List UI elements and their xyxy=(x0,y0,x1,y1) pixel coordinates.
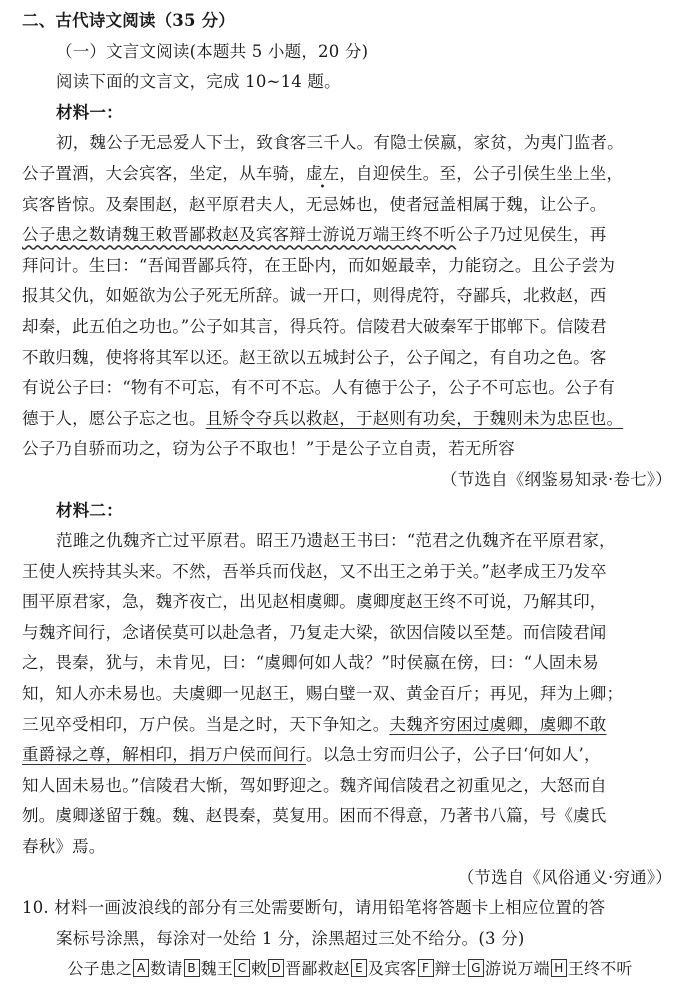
material2-line: 围平原君家，急，魏齐夜亡，出见赵相虞卿。虞卿度赵王终不可说，乃解其印， xyxy=(22,592,607,612)
material2-line: 王使人疾持其头来。不然，吾举兵而伐赵，又不出王之弟于关。”赵孝成王乃发卒 xyxy=(22,561,607,581)
material1-source: （节选自《纲鉴易知录·卷七》） xyxy=(441,469,672,489)
material1-line: 宾客皆惊。及秦围赵，赵平原君夫人，无忌姊也，使者冠盖相属于魏，让公子。 xyxy=(22,194,607,214)
subsection-title: （一）文言文阅读(本题共 5 小题，20 分) xyxy=(56,41,369,61)
answer-segment: 数请 xyxy=(150,959,183,979)
answer-segment: 公子患之 xyxy=(67,959,133,979)
material2-line: 春秋》焉。 xyxy=(22,837,106,857)
material1-line xyxy=(22,404,678,435)
option-box-c[interactable]: C xyxy=(234,959,250,977)
answer-options-row xyxy=(22,954,678,985)
material1-line: 却秦，此五伯之功也。”公子如其言，得兵符。信陵君大破秦军于邯郸下。信陵君 xyxy=(22,316,607,336)
answer-segment: 辩士 xyxy=(434,959,468,979)
material2-line: 之，畏秦，犹与，未肯见，曰：“虞卿何如人哉？”时侯嬴在傍，曰：“人固未易 xyxy=(22,653,600,673)
question10-line: 案标号涂黑，每涂对一处给 1 分，涂黑超过三处不给分。(3 分) xyxy=(56,928,525,948)
material2-line: 刎。虞卿遂留于魏。魏、赵畏秦，莫复用。困而不得意，乃著书八篇，号《虞氏 xyxy=(22,806,607,826)
material1-line xyxy=(22,159,678,190)
material2-heading: 材料二： xyxy=(56,500,123,520)
answer-segment: 王终不听 xyxy=(567,959,633,979)
underlined-sentence: 且矫令夺兵以救赵，于赵则有功矣，于魏则未为忠臣也。 xyxy=(205,408,624,428)
answer-segment: 晋鄙救赵 xyxy=(285,959,350,979)
emphasis-dotted-text: 虚左 xyxy=(305,163,340,183)
instruction: 阅读下面的文言文，完成 10~14 题。 xyxy=(56,72,341,92)
material1-line: 初，魏公子无忌爱人下士，致食客三千人。有隐士侯嬴，家贫，为夷门监者。 xyxy=(56,133,624,153)
underlined-sentence: 重爵禄之尊，解相印，捐万户侯而间行 xyxy=(22,745,306,765)
option-box-d[interactable]: D xyxy=(268,959,284,977)
option-box-a[interactable]: A xyxy=(133,959,149,977)
text-span: 德于人，愿公子忘之也。 xyxy=(22,408,206,428)
material2-line: 与魏齐间行，念诸侯莫可以赴急者，乃复走大梁，欲因信陵以至楚。而信陵君闻 xyxy=(22,622,607,642)
material1-line: 不敢归魏，使将将其军以还。赵王欲以五城封公子，公子闻之，有自功之色。客 xyxy=(22,347,607,367)
underlined-sentence: 夫魏齐穷困过虞卿，虞卿不敢 xyxy=(389,714,607,734)
wavy-underlined-passage: 公子患之数请魏王敕晋鄙救赵及宾客辩士游说万端王终不听 xyxy=(22,225,457,245)
answer-segment: 魏王 xyxy=(200,959,233,979)
question10-line: 10. 材料一画波浪线的部分有三处需要断句，请用铅笔将答题卡上相应位置的答 xyxy=(22,898,606,918)
material1-line: 公子乃自骄而功之，窃为公子不取也！”于是公子立自责，若无所容 xyxy=(22,439,515,459)
text-span: 公子乃过见侯生，再 xyxy=(456,225,607,245)
option-box-e[interactable]: E xyxy=(351,959,367,977)
section-title: 二、古代诗文阅读（35 分） xyxy=(22,11,236,30)
material2-line xyxy=(22,740,678,771)
option-box-g[interactable]: G xyxy=(468,959,484,977)
material2-line: 知人固未易也。”信陵君大惭，驾如野迎之。魏齐闻信陵君之初重见之，大怒而自 xyxy=(22,775,607,795)
material2-line: 范雎之仇魏齐亡过平原君。昭王乃遗赵王书曰：“范君之仇魏齐在平原君家， xyxy=(56,531,616,551)
material1-line: 拜问计。生曰：“吾闻晋鄙兵符，在王卧内，而如姬最幸，力能窃之。且公子尝为 xyxy=(22,255,616,275)
material1-heading: 材料一： xyxy=(56,102,123,122)
option-box-h[interactable]: H xyxy=(551,959,567,977)
answer-segment: 及宾客 xyxy=(368,959,417,979)
answer-segment: 游说万端 xyxy=(485,959,550,979)
text-span: ，自迎侯生。至，公子引侯生坐上坐， xyxy=(339,163,624,183)
material2-line xyxy=(22,710,678,741)
material2-line: 知，知人亦未易也。夫虞卿一见赵王，赐白璧一双、黄金百斤；再见，拜为上卿； xyxy=(22,684,624,704)
text-span: 。以急士穷而归公子，公子曰‘何如人’， xyxy=(305,745,601,765)
text-span: 公子置酒，大会宾客，坐定，从车骑， xyxy=(22,163,306,183)
option-box-f[interactable]: F xyxy=(418,959,434,977)
answer-segment: 敕 xyxy=(250,959,268,979)
material1-line xyxy=(22,220,678,251)
material1-line: 报其父仇，如姬欲为公子死无所辞。诚一开口，则得虎符，夺鄙兵，北救赵，西 xyxy=(22,286,607,306)
option-box-b[interactable]: B xyxy=(184,959,200,977)
material2-source: （节选自《风俗通义·穷通》） xyxy=(457,867,672,887)
text-span: 三见卒受相印，万户侯。当是之时，天下争知之。 xyxy=(22,714,390,734)
material1-line: 有说公子曰：“物有不可忘，有不可不忘。人有德于公子，公子不可忘也。公子有 xyxy=(22,378,616,398)
